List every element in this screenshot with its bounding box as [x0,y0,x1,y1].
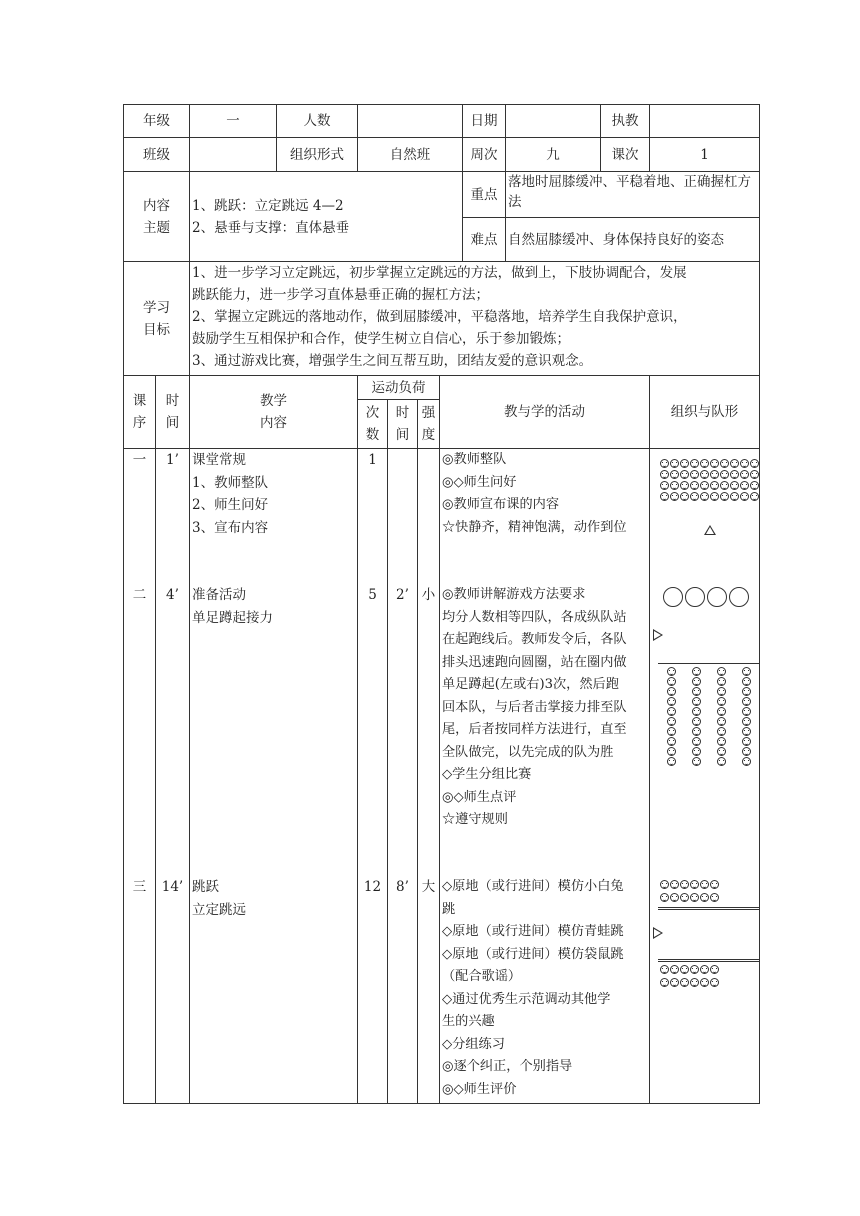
activity-line: 在起跑线后。教师发令后，各队 [442,632,627,647]
smiley-face-icon [740,459,749,468]
content-line: 课堂常规 [192,452,246,468]
smiley-face-icon [710,893,719,902]
smiley-face-icon [742,677,751,686]
week-label: 周次 [463,138,506,172]
hoop-circle-icon [729,587,749,607]
smiley-face-icon [660,893,669,902]
activity-line: ◇原地（或行进间）模仿青蛙跳 [442,924,624,939]
goal-line: 跳跃能力，进一步学习直体悬垂正确的握杠方法； [192,287,489,303]
smiley-face-icon [660,459,669,468]
smiley-face-icon [710,880,719,889]
section-order: 一 [132,452,147,468]
time-column [156,449,190,1104]
activity-column [440,449,650,1104]
smiley-face-icon [692,717,701,726]
activity-line: 尾，后者按同样方法进行，直至 [442,722,627,737]
smiley-face-icon [690,880,699,889]
header-activity: 教与学的活动 [440,376,650,449]
section-times: 5 [368,587,377,603]
smiley-face-icon [730,492,739,501]
smiley-face-icon [692,667,701,676]
smiley-face-icon [710,978,719,987]
smiley-face-icon [680,893,689,902]
goals-text [190,262,760,376]
smiley-face-icon [692,747,701,756]
class-label: 班级 [124,138,190,172]
jump-line [658,959,760,960]
smiley-face-icon [660,470,669,479]
activity-line: ◎逐个纠正，个别指导 [442,1059,573,1074]
count-label: 人数 [277,105,358,138]
smiley-face-icon [717,687,726,696]
triangle-icon [704,525,716,535]
smiley-face-icon [700,492,709,501]
activity-line: ◎教师宣布课的内容 [442,497,560,512]
date-value [506,105,601,138]
lesson-plan [123,104,751,1104]
section-order: 二 [132,587,147,603]
content-line: 3、宣布内容 [192,519,269,536]
formation-diagrams [650,449,759,1102]
activity-line: ◇原地（或行进间）模仿袋鼠跳 [442,946,624,962]
smiley-face-icon [670,470,679,479]
smiley-face-icon [670,459,679,468]
smiley-face-icon [690,481,699,490]
content-column [190,449,358,1104]
smiley-face-icon [692,707,701,716]
formation-rows-1 [659,459,759,503]
smiley-face-icon [670,492,679,501]
goal-line: 2、掌握立定跳远的落地动作，做到屈膝缓冲，平稳落地，培养学生自我保护意识， [192,309,687,325]
organization-column [650,449,760,1104]
goals-label-line: 目标 [143,321,170,338]
section-duration [388,449,417,584]
activity-line: ◎◇师生问好 [442,474,517,490]
smiley-face-icon [720,492,729,501]
content-label-line: 内容 [143,197,170,214]
formation-row [659,965,763,975]
grade-value: 一 [190,105,277,138]
header-duration [388,400,418,449]
smiley-face-icon [667,667,676,676]
activity-line: 全队做完，以先完成的队为胜 [442,744,614,760]
smiley-face-icon [692,677,701,686]
content-item: 2、悬垂与支撑：直体悬垂 [192,219,350,236]
goal-line: 鼓励学生互相保护和合作，使学生树立自信心，乐于参加锻炼； [192,331,570,347]
formation-row [659,978,763,988]
smiley-face-icon [717,737,726,746]
date-label: 日期 [463,105,506,138]
hoop-circle-icon [707,587,727,607]
smiley-face-icon [742,667,751,676]
smiley-face-icon [670,893,679,902]
section-duration: 2’ [396,587,409,603]
goals-label-line: 学习 [143,299,170,316]
activity-line: ☆遵守规则 [442,812,508,827]
week-value: 九 [506,138,601,172]
header-teach-line: 内容 [260,415,287,431]
lesson-plan-table [123,104,760,1104]
smiley-face-icon [680,492,689,501]
smiley-face-icon [690,978,699,987]
smiley-face-icon [710,965,719,974]
smiley-face-icon [670,965,679,974]
formation-rows-3b [659,965,763,991]
smiley-face-icon [742,697,751,706]
header-time [156,376,190,449]
hoop-row [662,587,750,614]
smiley-face-icon [740,492,749,501]
lesson-value: 1 [650,138,760,172]
formation-row [659,492,759,502]
smiley-face-icon [667,687,676,696]
smiley-face-icon [750,459,759,468]
smiley-face-icon [740,481,749,490]
smiley-face-icon [692,697,701,706]
goal-line: 1、进一步学习立定跳远，初步掌握立定跳远的方法，做到上，下肢协调配合，发展 [192,265,687,281]
activity-line: （配合歌谣） [442,969,522,984]
section-content [192,584,355,876]
smiley-face-icon [667,677,676,686]
smiley-face-icon [717,677,726,686]
formation-columns-2 [666,667,752,767]
section-order: 三 [132,879,147,895]
key-label: 重点 [463,172,506,218]
smiley-face-icon [740,470,749,479]
header-time-line: 时 [165,393,180,409]
section-activities [442,584,647,876]
activity-line: 单足蹲起(左或右)3次，然后跑 [442,677,619,692]
count-value [358,105,463,138]
smiley-face-icon [750,481,759,490]
smiley-face-icon [700,481,709,490]
smiley-face-icon [750,470,759,479]
activity-line: ☆快静齐，精神饱满，动作到位 [442,519,627,535]
activity-line: ◇原地（或行进间）模仿小白兔 [442,879,624,894]
formation-column [742,667,752,767]
smiley-face-icon [670,481,679,490]
hoop-circle-icon [685,587,705,607]
smiley-face-icon [730,459,739,468]
content-label-line: 主题 [143,219,170,236]
intensity-column [418,449,440,1104]
formation-rows-3a [659,880,763,906]
content-line: 2、师生问好 [192,497,269,513]
smiley-face-icon [667,707,676,716]
header-times [358,400,388,449]
activity-line: 生的兴趣 [442,1014,495,1029]
smiley-face-icon [680,481,689,490]
grade-label: 年级 [124,105,190,138]
smiley-face-icon [717,697,726,706]
smiley-face-icon [692,737,701,746]
section-activities [442,449,647,584]
order-column [124,449,156,1104]
activity-line: 跳 [442,901,456,917]
difficulty-label: 难点 [463,218,506,262]
activity-line: 均分人数相等四队，各成纵队站 [442,609,627,625]
formation-row [659,470,759,480]
activity-line: 排头迅速跑向圆圈，站在圈内做 [442,654,627,670]
section-times: 1 [368,452,377,468]
smiley-face-icon [670,880,679,889]
smiley-face-icon [717,727,726,736]
content-line: 立定跳远 [192,901,246,918]
content-items [190,172,463,262]
smiley-face-icon [720,470,729,479]
header-teach-line: 教学 [260,393,287,409]
header-time-line: 间 [165,415,180,431]
activity-line: ◇通过优秀生示范调动其他学 [442,991,611,1007]
section-content [192,449,355,584]
smiley-face-icon [667,697,676,706]
smiley-face-icon [680,978,689,987]
header-organization: 组织与队形 [650,376,760,449]
goal-line: 3、通过游戏比赛，增强学生之间互帮互助，团结友爱的意识观念。 [192,353,593,369]
header-load: 运动负荷 [358,376,440,400]
activity-line: ◎教师整队 [442,452,507,467]
smiley-face-icon [717,707,726,716]
smiley-face-icon [730,470,739,479]
teacher-value [650,105,760,138]
section-content [192,876,355,921]
smiley-face-icon [742,747,751,756]
triangle-icon [653,927,663,939]
jump-line [658,961,760,962]
teacher-label: 执教 [601,105,650,138]
section-duration: 8’ [396,879,409,895]
header-duration-line: 时 [395,405,410,421]
triangle-icon [653,629,663,641]
smiley-face-icon [710,470,719,479]
header-times-line: 次 [365,405,380,421]
smiley-face-icon [710,481,719,490]
smiley-face-icon [742,737,751,746]
section-time: 4’ [166,587,179,603]
smiley-face-icon [690,492,699,501]
smiley-face-icon [717,747,726,756]
smiley-face-icon [680,470,689,479]
lesson-label: 课次 [601,138,650,172]
smiley-face-icon [730,481,739,490]
section-intensity: 小 [421,587,436,603]
smiley-face-icon [750,492,759,501]
content-line: 单足蹲起接力 [192,609,273,626]
smiley-face-icon [660,481,669,490]
smiley-face-icon [680,459,689,468]
smiley-face-icon [690,893,699,902]
activity-line: 回本队，与后者击掌接力排至队 [442,699,627,715]
header-duration-line: 间 [395,427,410,443]
smiley-face-icon [700,978,709,987]
smiley-face-icon [667,717,676,726]
goals-label [124,262,190,376]
header-order-line: 序 [132,415,147,431]
form-label: 组织形式 [277,138,358,172]
smiley-face-icon [700,459,709,468]
smiley-face-icon [660,965,669,974]
smiley-face-icon [720,481,729,490]
smiley-face-icon [680,965,689,974]
smiley-face-icon [690,965,699,974]
content-label [124,172,190,262]
jump-line [658,909,760,910]
formation-row [659,481,759,491]
smiley-face-icon [742,707,751,716]
header-intensity-line: 强 [421,405,436,421]
header-intensity-line: 度 [421,427,436,443]
smiley-face-icon [692,757,701,766]
form-value: 自然班 [358,138,463,172]
activity-line: ◎◇师生评价 [442,1081,517,1097]
header-intensity [418,400,440,449]
smiley-face-icon [692,687,701,696]
times-column [358,449,388,1104]
section-times: 12 [363,879,382,895]
smiley-face-icon [660,978,669,987]
smiley-face-icon [660,492,669,501]
smiley-face-icon [700,470,709,479]
smiley-face-icon [700,893,709,902]
formation-column [666,667,676,767]
activity-line: ◇学生分组比赛 [442,767,532,782]
header-teach [190,376,358,449]
content-line: 跳跃 [192,879,219,895]
smiley-face-icon [717,717,726,726]
section-time: 1’ [166,452,179,468]
smiley-face-icon [700,880,709,889]
smiley-face-icon [710,492,719,501]
section-intensity [418,449,439,584]
smiley-face-icon [742,687,751,696]
smiley-face-icon [667,747,676,756]
duration-column [388,449,418,1104]
activity-line: ◎◇师生点评 [442,789,517,805]
smiley-face-icon [717,757,726,766]
smiley-face-icon [660,880,669,889]
content-line: 准备活动 [192,587,246,603]
section-activities [442,876,647,1101]
class-value [190,138,277,172]
smiley-face-icon [700,965,709,974]
formation-row [659,880,763,890]
smiley-face-icon [690,459,699,468]
key-text: 落地时屈膝缓冲、平稳着地、正确握杠方法 [506,172,760,218]
section-intensity: 大 [421,879,436,895]
formation-column [717,667,727,767]
content-line: 1、教师整队 [192,474,269,491]
hoop-circle-icon [663,587,683,607]
smiley-face-icon [667,737,676,746]
section-time: 14’ [161,879,184,895]
smiley-face-icon [720,459,729,468]
header-order-line: 课 [132,393,147,409]
smiley-face-icon [692,727,701,736]
smiley-face-icon [742,757,751,766]
activity-line: ◎教师讲解游戏方法要求 [442,587,586,602]
smiley-face-icon [742,717,751,726]
smiley-face-icon [742,727,751,736]
smiley-face-icon [710,459,719,468]
activity-line: ◇分组练习 [442,1036,505,1052]
smiley-face-icon [680,880,689,889]
content-item: 1、跳跃：立定跳远 4—2 [192,197,344,214]
header-times-line: 数 [365,427,380,443]
smiley-face-icon [690,470,699,479]
header-order [124,376,156,449]
smiley-face-icon [667,727,676,736]
formation-row [659,459,759,469]
formation-column [691,667,701,767]
start-line [658,663,760,664]
smiley-face-icon [670,978,679,987]
formation-row [659,893,763,903]
smiley-face-icon [717,667,726,676]
smiley-face-icon [667,757,676,766]
difficulty-text: 自然屈膝缓冲、身体保持良好的姿态 [506,218,760,262]
jump-line [658,907,760,908]
